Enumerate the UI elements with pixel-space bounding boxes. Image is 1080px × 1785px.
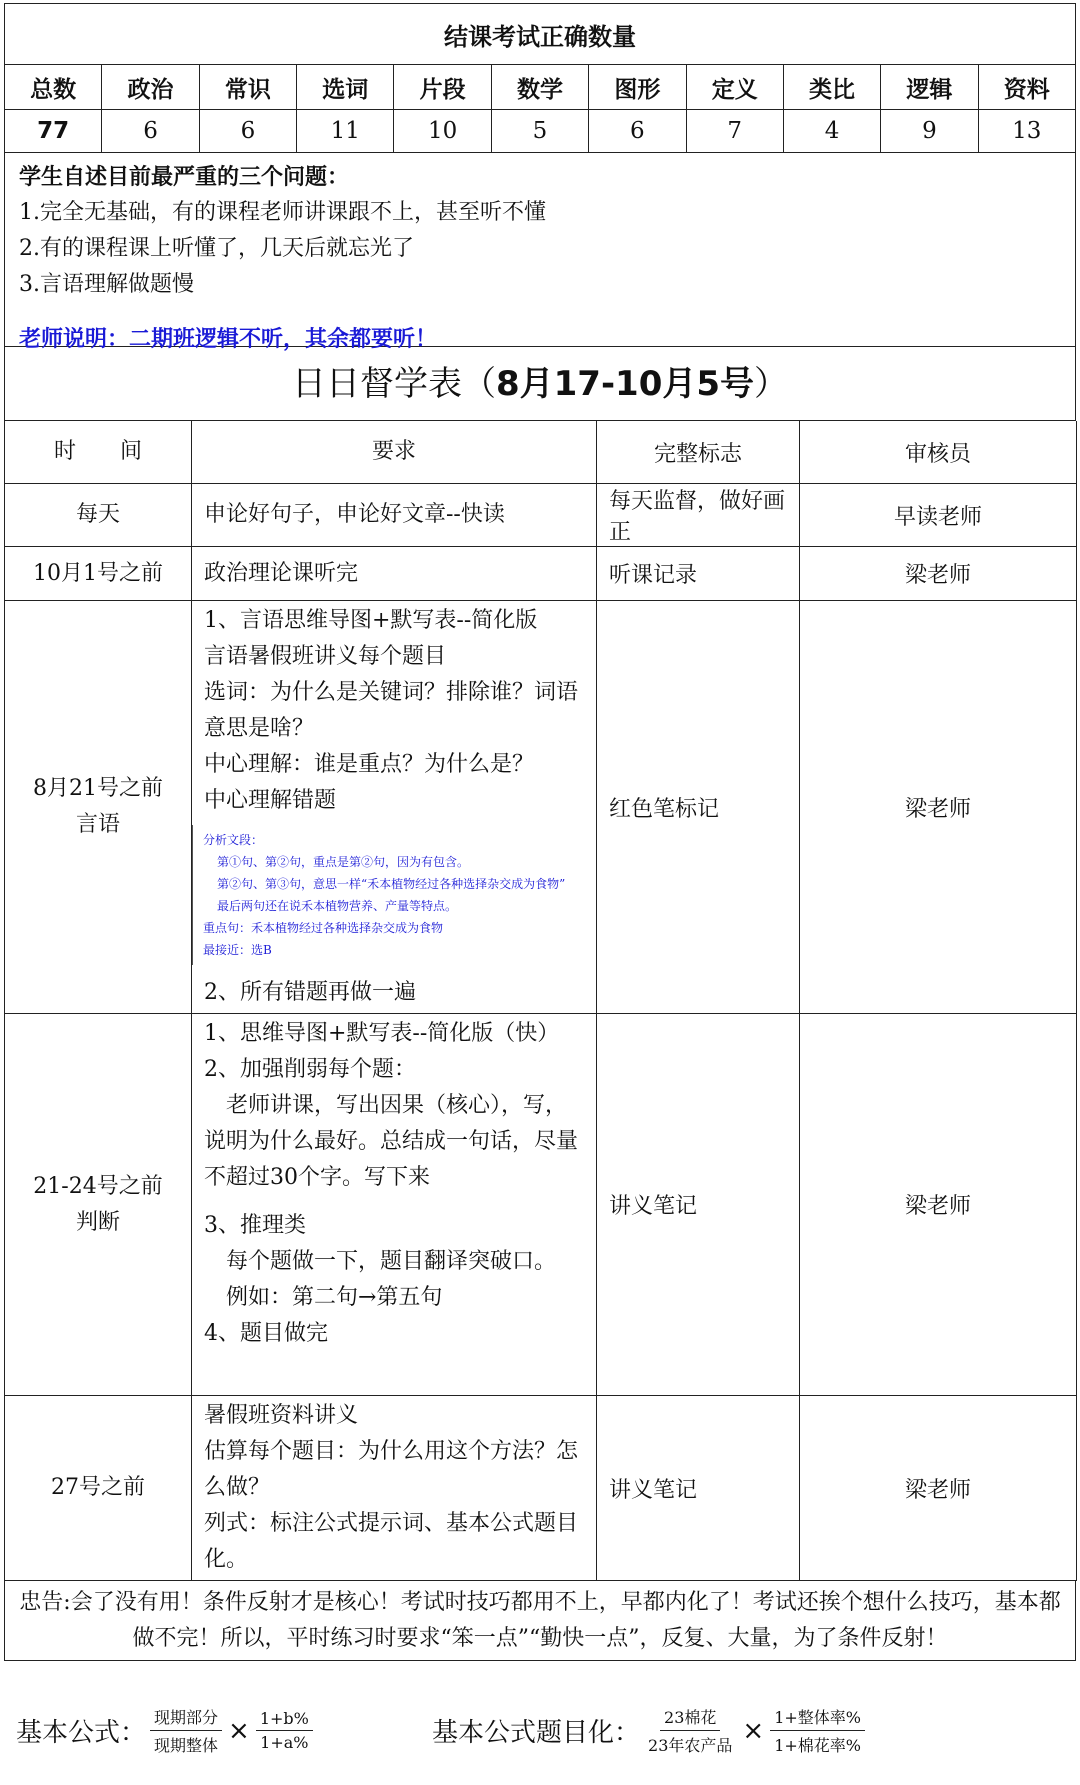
row-requirement bbox=[192, 1014, 597, 1396]
denominator: 1+a% bbox=[260, 1733, 309, 1752]
exam-column-value: 9 bbox=[881, 110, 978, 153]
denominator: 23年农产品 bbox=[648, 1736, 733, 1755]
row-requirement: 申论好句子，申论好文章--快读 bbox=[192, 484, 597, 547]
snippet-line: 第②句、第③句，意思一样“禾本植物经过各种选择杂交成为食物” bbox=[217, 877, 566, 891]
exam-column-value: 4 bbox=[783, 110, 880, 153]
exam-column-header: 片段 bbox=[394, 65, 491, 110]
col-header-time: 时 间 bbox=[5, 421, 192, 484]
row-completion: 每天监督，做好画正 bbox=[597, 484, 800, 547]
exam-column-header: 资料 bbox=[978, 65, 1075, 110]
issue-item: 2.有的课程课上听懂了，几天后就忘光了 bbox=[19, 236, 414, 261]
fraction bbox=[770, 1705, 865, 1756]
numerator: 23棉花 bbox=[660, 1705, 720, 1731]
exam-column-header: 常识 bbox=[199, 65, 296, 110]
snippet-line: 最接近：选B bbox=[203, 943, 272, 957]
row-completion: 讲义笔记 bbox=[597, 1014, 800, 1396]
numerator: 1+整体率% bbox=[770, 1705, 865, 1731]
req-line: 列式：标注公式提示词、基本公式题目化。 bbox=[204, 1511, 579, 1572]
row-time bbox=[5, 601, 192, 1014]
formula-label: 基本公式： bbox=[16, 1718, 147, 1748]
snippet-line: 重点句：禾本植物经过各种选择杂交成为食物 bbox=[203, 921, 444, 935]
req-line: 言语暑假班讲义每个题目 bbox=[204, 644, 447, 669]
exam-column-header: 图形 bbox=[589, 65, 686, 110]
row-time: 每天 bbox=[5, 484, 192, 547]
plan-title bbox=[4, 347, 1076, 421]
exam-column-value: 13 bbox=[978, 110, 1075, 153]
req-line: 3、推理类 bbox=[204, 1213, 306, 1238]
table-row bbox=[5, 601, 1077, 1014]
req-line: 暑假班资料讲义 bbox=[204, 1403, 359, 1428]
row-time-subject: 言语 bbox=[75, 812, 120, 837]
row-time bbox=[5, 1014, 192, 1396]
table-row bbox=[5, 547, 1077, 601]
req-line: 选词：为什么是关键词？排除谁？词语意思是啥？ bbox=[204, 680, 579, 741]
req-line: 估算每个题目：为什么用这个方法？怎么做？ bbox=[204, 1439, 579, 1500]
row-completion: 讲义笔记 bbox=[597, 1396, 800, 1581]
row-time-subject: 判断 bbox=[75, 1209, 120, 1235]
plan-title-suffix: ） bbox=[754, 364, 789, 404]
req-line: 1、言语思维导图+默写表--简化版 bbox=[204, 608, 538, 633]
exam-column-header: 选词 bbox=[297, 65, 394, 110]
row-requirement: 政治理论课听完 bbox=[192, 547, 597, 601]
multiply-sign: × bbox=[228, 1715, 250, 1746]
req-line: 1、思维导图+默写表--简化版（快） bbox=[204, 1021, 560, 1046]
embedded-analysis-snippet bbox=[192, 825, 584, 965]
row-requirement bbox=[192, 1396, 597, 1581]
exam-column-header: 定义 bbox=[686, 65, 783, 110]
row-time: 27号之前 bbox=[5, 1396, 192, 1581]
req-line: 老师讲课，写出因果（核心），写，说明为什么最好。总结成一句话，尽量不超过30个字。写下来 bbox=[204, 1093, 579, 1190]
exam-score-table bbox=[4, 3, 1076, 153]
exam-column-header: 逻辑 bbox=[881, 65, 978, 110]
exam-column-value: 6 bbox=[199, 110, 296, 153]
denominator: 现期整体 bbox=[154, 1736, 219, 1755]
table-row bbox=[5, 484, 1077, 547]
teacher-note: 老师说明：二期班逻辑不听，其余都要听！ bbox=[19, 326, 438, 352]
row-time: 10月1号之前 bbox=[5, 547, 192, 601]
exam-column-header: 类比 bbox=[783, 65, 880, 110]
req-line: 例如：第二句→第五句 bbox=[204, 1285, 443, 1310]
req-line: 2、所有错题再做一遍 bbox=[204, 980, 416, 1005]
table-row bbox=[5, 1014, 1077, 1396]
row-reviewer: 梁老师 bbox=[800, 601, 1077, 1014]
exam-column-value: 11 bbox=[297, 110, 394, 153]
row-time-date: 21-24号之前 bbox=[33, 1173, 163, 1199]
row-reviewer: 梁老师 bbox=[800, 547, 1077, 601]
formula-label: 基本公式题目化： bbox=[432, 1718, 641, 1748]
col-header-reviewer: 审核员 bbox=[800, 421, 1077, 484]
numerator: 现期部分 bbox=[150, 1705, 222, 1731]
plan-title-prefix: 日日督学表（ bbox=[291, 364, 496, 404]
denominator: 1+棉花率% bbox=[774, 1736, 861, 1755]
exam-column-header: 总数 bbox=[5, 65, 102, 110]
snippet-line: 分析文段： bbox=[203, 833, 264, 847]
exam-column-value: 7 bbox=[686, 110, 783, 153]
exam-column-header: 政治 bbox=[102, 65, 199, 110]
exam-table-title: 结课考试正确数量 bbox=[5, 4, 1076, 65]
req-line: 4、题目做完 bbox=[204, 1321, 328, 1346]
issue-item: 3.言语理解做题慢 bbox=[19, 272, 194, 297]
fraction bbox=[256, 1709, 313, 1752]
multiply-sign: × bbox=[742, 1715, 765, 1746]
exam-column-value: 6 bbox=[589, 110, 686, 153]
row-time-date: 8月21号之前 bbox=[33, 776, 163, 801]
col-header-completion: 完整标志 bbox=[597, 421, 800, 484]
exam-column-value: 5 bbox=[491, 110, 588, 153]
exam-column-value: 10 bbox=[394, 110, 491, 153]
applied-formula bbox=[432, 1705, 869, 1756]
col-header-requirement: 要求 bbox=[192, 421, 597, 484]
exam-column-value: 77 bbox=[5, 110, 102, 153]
basic-formula bbox=[16, 1705, 317, 1756]
fraction bbox=[150, 1705, 222, 1756]
exam-column-header: 数学 bbox=[491, 65, 588, 110]
exam-column-value: 6 bbox=[102, 110, 199, 153]
issues-heading: 学生自述目前最严重的三个问题： bbox=[19, 164, 350, 190]
row-requirement bbox=[192, 601, 597, 1014]
supervision-table bbox=[4, 421, 1077, 1581]
req-line: 每个题做一下，题目翻译突破口。 bbox=[204, 1249, 557, 1274]
advice-note: 忠告:会了没有用！条件反射才是核心！考试时技巧都用不上，早都内化了！考试还挨个想什么技巧，基本都做不完！所以，平时练习时要求“笨一点”“勤快一点”，反复、大量，为了条件反射！ bbox=[4, 1581, 1076, 1661]
plan-title-dates: 8月17-10月5号 bbox=[495, 364, 755, 404]
snippet-line: 最后两句还在说禾本植物营养、产量等特点。 bbox=[217, 899, 458, 913]
document-sheet bbox=[4, 3, 1076, 1661]
row-completion: 听课记录 bbox=[597, 547, 800, 601]
req-line: 中心理解：谁是重点？为什么是？ bbox=[204, 752, 535, 777]
row-reviewer: 梁老师 bbox=[800, 1014, 1077, 1396]
row-reviewer: 早读老师 bbox=[800, 484, 1077, 547]
row-reviewer: 梁老师 bbox=[800, 1396, 1077, 1581]
table-row bbox=[5, 1396, 1077, 1581]
fraction bbox=[644, 1705, 736, 1756]
row-completion: 红色笔标记 bbox=[597, 601, 800, 1014]
student-issues bbox=[4, 153, 1076, 352]
issue-item: 1.完全无基础，有的课程老师讲课跟不上，甚至听不懂 bbox=[19, 200, 546, 225]
req-line: 中心理解错题 bbox=[204, 788, 337, 813]
req-line: 2、加强削弱每个题： bbox=[204, 1057, 416, 1082]
numerator: 1+b% bbox=[256, 1709, 313, 1731]
snippet-line: 第①句、第②句，重点是第②句，因为有包含。 bbox=[217, 855, 470, 869]
